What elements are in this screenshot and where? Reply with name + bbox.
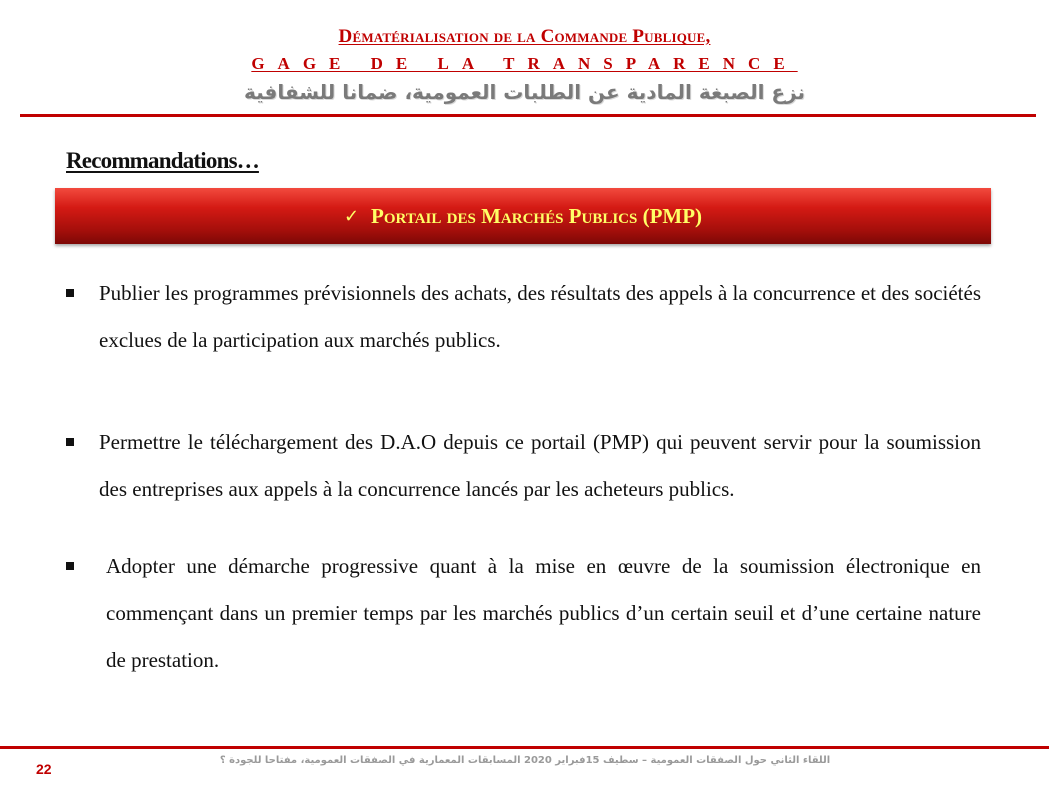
list-item (66, 419, 981, 513)
page-number: 22 (36, 761, 52, 777)
checkmark-icon: ✓ (343, 205, 360, 227)
bullet-square-icon (66, 289, 74, 297)
bullet-text: Publier les programmes prévisionnels des achats, des résultats des appels à la concurrence et des sociétés exclues de la participation aux marchés publics. (99, 281, 981, 352)
bullet-square-icon (66, 562, 74, 570)
bullet-text: Adopter une démarche progressive quant à la mise en œuvre de la soumission électronique en commençant dans un premier temps par les marchés publics d’un certain seuil et d’une certaine nature de prestation. (106, 554, 981, 672)
slide-title: Dématérialisation de la Commande Publique, (338, 26, 711, 47)
section-heading: Recommandations… (66, 148, 259, 173)
slide-title-arabic: نزع الصبغة المادية عن الطلبات العمومية، ضمانا للشفافية (243, 80, 806, 104)
section-banner (55, 188, 991, 244)
header-divider (20, 114, 1036, 117)
list-item (66, 270, 981, 364)
bullet-square-icon (66, 438, 74, 446)
banner-label: Portail des Marchés Publics (PMP) (371, 203, 703, 228)
bullet-list (66, 270, 981, 684)
bullet-text: Permettre le téléchargement des D.A.O depuis ce portail (PMP) qui peuvent servir pour la soumission des entreprises aux appels à la concurrence lancés par les acheteurs publics. (99, 430, 981, 501)
slide-subtitle: GAGE DE LA TRANSPARENCE (251, 54, 798, 73)
footer-text: اللقاء الثاني حول الصفقات العمومية – سطيف 15فبراير 2020 المسابقات المعمارية في الصفقات العمومية، مفتاحا للجودة ؟ (219, 755, 831, 766)
list-item (66, 543, 981, 684)
footer-divider (0, 746, 1049, 749)
